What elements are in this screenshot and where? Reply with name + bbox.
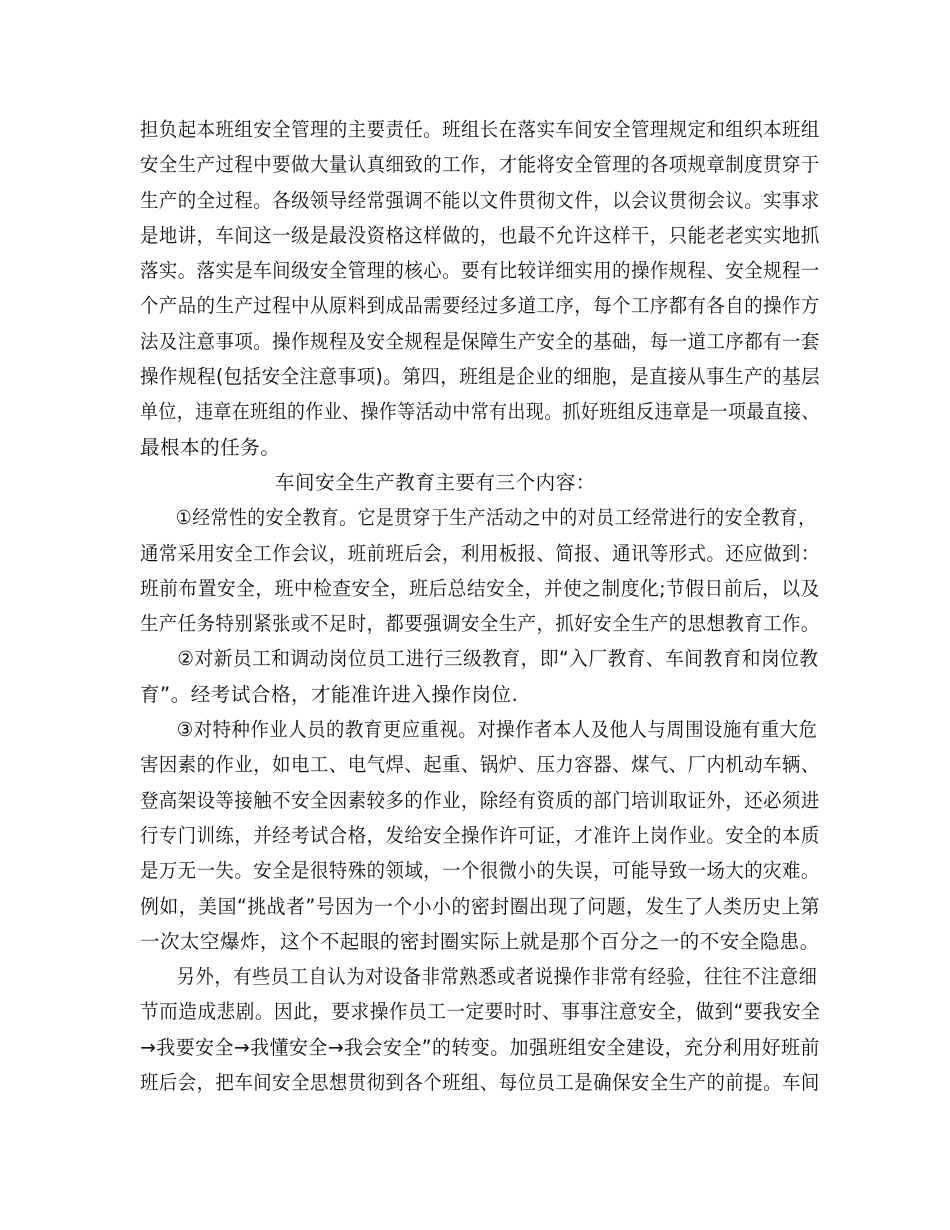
item-1-paragraph [140, 500, 820, 641]
text-line: 生产的全过程。各级领导经常强调不能以文件贯彻文件，以会议贯彻会议。实事求 [140, 188, 820, 212]
item-3-paragraph [140, 712, 820, 959]
text-line: 害因素的作业，如电工、电气焊、起重、锅炉、压力容器、煤气、厂内机动车辆、 [140, 753, 820, 777]
text-line: 个产品的生产过程中从原料到成品需要经过多道工序，每个工序都有各自的操作方 [140, 294, 820, 318]
text-line: 例如，美国“挑战者”号因为一个小小的密封圈出现了问题，发生了人类历史上第 [140, 894, 821, 918]
section-heading [140, 465, 820, 500]
text-line: 落实。落实是车间级安全管理的核心。要有比较详细实用的操作规程、安全规程一 [140, 259, 820, 283]
text-line: 安全生产过程中要做大量认真细致的工作，才能将安全管理的各项规章制度贯穿于 [140, 153, 820, 177]
text-line: 单位，违章在班组的作业、操作等活动中常有出现。抓好班组反违章是一项最直接、 [140, 400, 820, 424]
text-line: 班后会，把车间安全思想贯彻到各个班组、每位员工是确保安全生产的前提。车间 [140, 1071, 820, 1095]
text-line: 节而造成悲剧。因此，要求操作员工一定要时时、事事注意安全，做到“要我安全 [140, 1000, 821, 1024]
text-line: 行专门训练，并经考试合格，发给安全操作许可证，才准许上岗作业。安全的本质 [140, 823, 820, 847]
text-line: →我要安全→我懂安全→我会安全”的转变。加强班组安全建设，充分利用好班前 [140, 1035, 820, 1059]
text-line: 另外，有些员工自认为对设备非常熟悉或者说操作非常有经验，往往不注意细 [176, 965, 818, 989]
text-line: 育”。经考试合格，才能准许进入操作岗位. [140, 682, 519, 706]
text-line: 法及注意事项。操作规程及安全规程是保障生产安全的基础，每一道工序都有一套 [140, 329, 820, 353]
text-line: 班前布置安全，班中检查安全，班后总结安全，并使之制度化;节假日前后，以及 [140, 576, 820, 600]
text-line: 一次太空爆炸，这个不起眼的密封圈实际上就是那个百分之一的不安全隐患。 [140, 929, 820, 953]
text-line: 操作规程(包括安全注意事项)。第四，班组是企业的细胞，是直接从事生产的基层 [140, 365, 821, 389]
text-line: 担负起本班组安全管理的主要责任。班组长在落实车间安全管理规定和组织本班组 [140, 118, 820, 141]
text-line: 是地讲，车间这一级是最没资格这样做的，也最不允许这样干，只能老老实实地抓 [140, 223, 820, 247]
intro-paragraph [140, 112, 820, 465]
text-line: 是万无一失。安全是很特殊的领域，一个很微小的失误，可能导致一场大的灾难。 [140, 859, 820, 883]
text-line: 登高架设等接触不安全因素较多的作业，除经有资质的部门培训取证外，还必须进 [140, 788, 820, 812]
text-line: 最根本的任务。 [140, 435, 281, 459]
text-line: 通常采用安全工作会议，班前班后会，利用板报、简报、通讯等形式。还应做到： [140, 541, 820, 565]
document-body [140, 112, 820, 1100]
text-line: ③对特种作业人员的教育更应重视。对操作者本人及他人与周围设施有重大危 [176, 718, 818, 742]
text-line: 生产任务特别紧张或不足时，都要强调安全生产，抓好安全生产的思想教育工作。 [140, 612, 820, 636]
section-heading-text: 车间安全生产教育主要有三个内容： [275, 470, 596, 494]
text-line: ①经常性的安全教育。它是贯穿于生产活动之中的对员工经常进行的安全教育， [175, 506, 817, 530]
closing-paragraph [140, 959, 820, 1100]
text-line: ②对新员工和调动岗位员工进行三级教育，即“入厂教育、车间教育和岗位教 [177, 647, 819, 671]
item-2-paragraph [140, 641, 820, 712]
